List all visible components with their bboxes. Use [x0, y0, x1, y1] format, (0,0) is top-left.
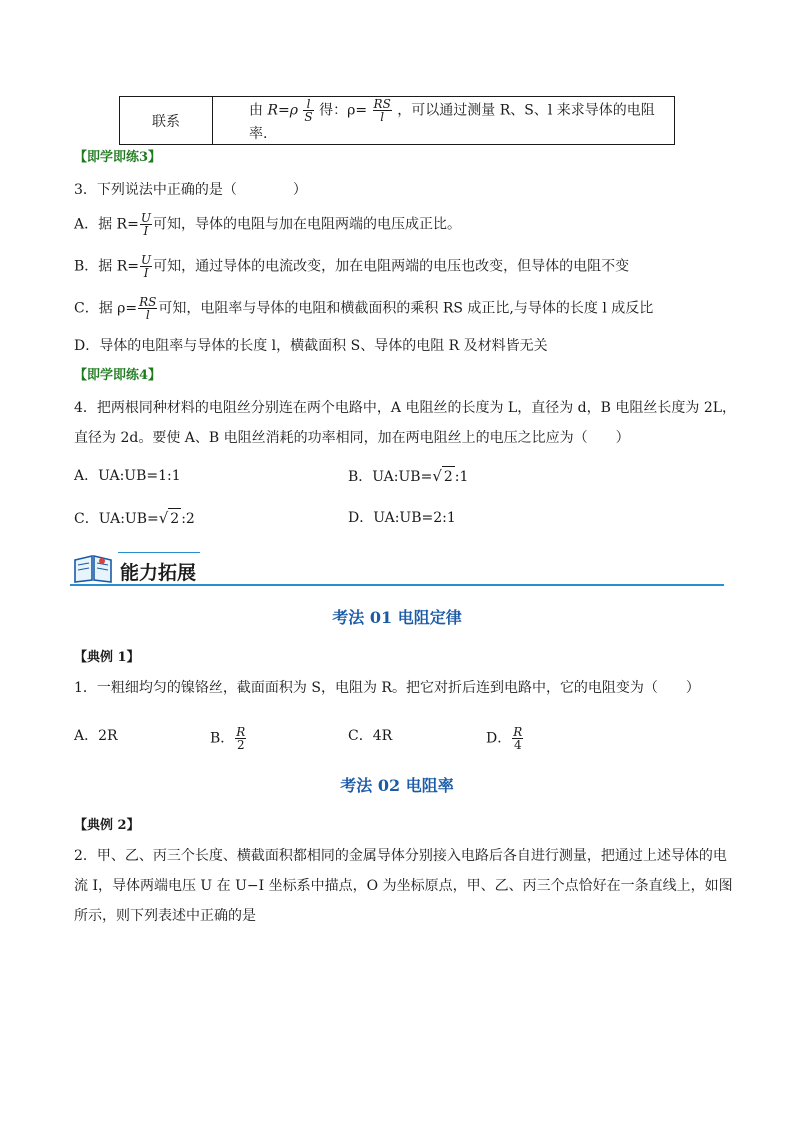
fraction-rs-over-l — [373, 98, 392, 123]
practice4-tag: 【即学即练4】 — [74, 368, 162, 383]
section2-tag: 【典例 2】 — [74, 818, 140, 833]
sqrt-icon: √ — [158, 509, 169, 527]
fraction-numerator: U — [140, 211, 151, 225]
table-suffix: ，可以通过测量 R、S、l 来求导体的电阻率. — [249, 102, 655, 142]
section1-option-d — [486, 726, 524, 751]
fraction-denominator: 4 — [513, 738, 522, 752]
practice4-option-a: A．UA:UB=1:1 — [74, 468, 181, 484]
fraction-denominator: I — [143, 266, 149, 280]
fraction-rs-over-l — [138, 296, 157, 321]
banner-title: 能力拓展 — [120, 562, 197, 584]
option-prefix: C．据 ρ= — [74, 300, 138, 317]
fraction-numerator: l — [303, 98, 313, 111]
option-text: 可知，通过导体的电流改变，加在电阻两端的电压也改变，但导体的电阻不变 — [153, 258, 630, 275]
fraction-u-over-i — [140, 254, 152, 279]
section2-line3: 所示，则下列表述中正确的是 — [74, 908, 256, 924]
option-text: 可知，导体的电阻与加在电阻两端的电压成正比。 — [152, 216, 461, 233]
fraction-numerator: R — [513, 725, 523, 739]
table-prefix: 由 — [249, 102, 263, 119]
practice4-option-b — [348, 466, 468, 487]
option-prefix: B．据 R= — [74, 258, 140, 275]
section1-title: 考法 01 电阻定律 — [332, 608, 462, 627]
banner-top-line — [118, 552, 200, 553]
practice3-tag: 【即学即练3】 — [74, 150, 162, 165]
fraction-denominator: l — [145, 308, 150, 322]
option-suffix: :2 — [181, 511, 195, 527]
practice4-question-line2: 直径为 2d。要使 A、B 电阻丝消耗的功率相同，加在两电阻丝上的电压之比应为（ ） — [74, 430, 630, 446]
fraction-denominator: 2 — [237, 738, 245, 752]
sqrt-radicand: 2 — [442, 466, 455, 487]
section1-question: 1．一粗细均匀的镍铬丝，截面面积为 S，电阻为 R。把它对折后连到电路中，它的电阻变为（ ） — [74, 680, 700, 696]
section1-option-a: A．2R — [74, 728, 118, 744]
relation-table — [119, 96, 675, 145]
practice3-option-a — [74, 212, 461, 237]
practice3-option-c — [74, 296, 653, 321]
fraction-numerator: U — [141, 253, 152, 267]
table-r1-lhs: R=ρ — [267, 102, 298, 119]
option-prefix: C．UA:UB= — [74, 511, 159, 527]
section1-option-c: C．4R — [348, 728, 393, 744]
table-label: 联系 — [152, 113, 180, 130]
option-prefix: D． — [486, 730, 512, 747]
table-label-cell — [120, 97, 213, 145]
fraction-numerator: RS — [373, 97, 391, 111]
fraction-r-over-2 — [235, 726, 246, 751]
section2-line2: 流 I，导体两端电压 U 在 U−I 坐标系中描点，O 为坐标原点，甲、乙、丙三个点恰好在一条直线上，如图 — [74, 878, 733, 894]
fraction-denominator: l — [380, 110, 385, 124]
option-prefix: B．UA:UB= — [348, 469, 433, 485]
fraction-r-over-4 — [512, 726, 523, 751]
section2-line1: 2．甲、乙、丙三个长度、横截面积都相同的金属导体分别接入电路后各自进行测量，把通过上述导体的电 — [74, 848, 727, 864]
practice4-question-line1: 4．把两根同种材料的电阻丝分别连在两个电路中，A 电阻丝的长度为 L，直径为 d，B 电阻丝长度为 2L， — [74, 400, 737, 416]
fraction-denominator: S — [304, 110, 313, 124]
fraction-denominator: I — [143, 224, 149, 238]
practice4-option-c — [74, 508, 195, 529]
practice4-option-d: D．UA:UB=2:1 — [348, 510, 456, 526]
option-text: 可知，电阻率与导体的电阻和横截面积的乘积 RS 成正比,与导体的长度 l 成反比 — [158, 300, 654, 317]
practice3-option-d: D．导体的电阻率与导体的长度 l，横截面积 S、导体的电阻 R 及材料皆无关 — [74, 338, 548, 354]
option-prefix: A．据 R= — [74, 216, 139, 233]
fraction-u-over-i — [140, 212, 152, 237]
option-prefix: B． — [210, 730, 235, 747]
option-suffix: :1 — [454, 469, 469, 485]
section1-option-b — [210, 726, 247, 751]
banner-divider — [70, 584, 724, 586]
table-mid: 得：ρ= — [319, 102, 368, 119]
practice3-option-b — [74, 254, 629, 279]
practice3-question: 3．下列说法中正确的是（ ） — [74, 182, 307, 198]
sqrt-icon: √ — [432, 467, 442, 485]
section1-tag: 【典例 1】 — [74, 650, 140, 665]
fraction-numerator: RS — [139, 295, 157, 309]
open-book-icon — [72, 552, 114, 584]
section2-title: 考法 02 电阻率 — [340, 776, 454, 795]
fraction-l-over-s — [303, 98, 313, 123]
fraction-numerator: R — [236, 725, 246, 739]
table-content-cell — [213, 97, 675, 145]
sqrt-radicand: 2 — [168, 508, 181, 529]
